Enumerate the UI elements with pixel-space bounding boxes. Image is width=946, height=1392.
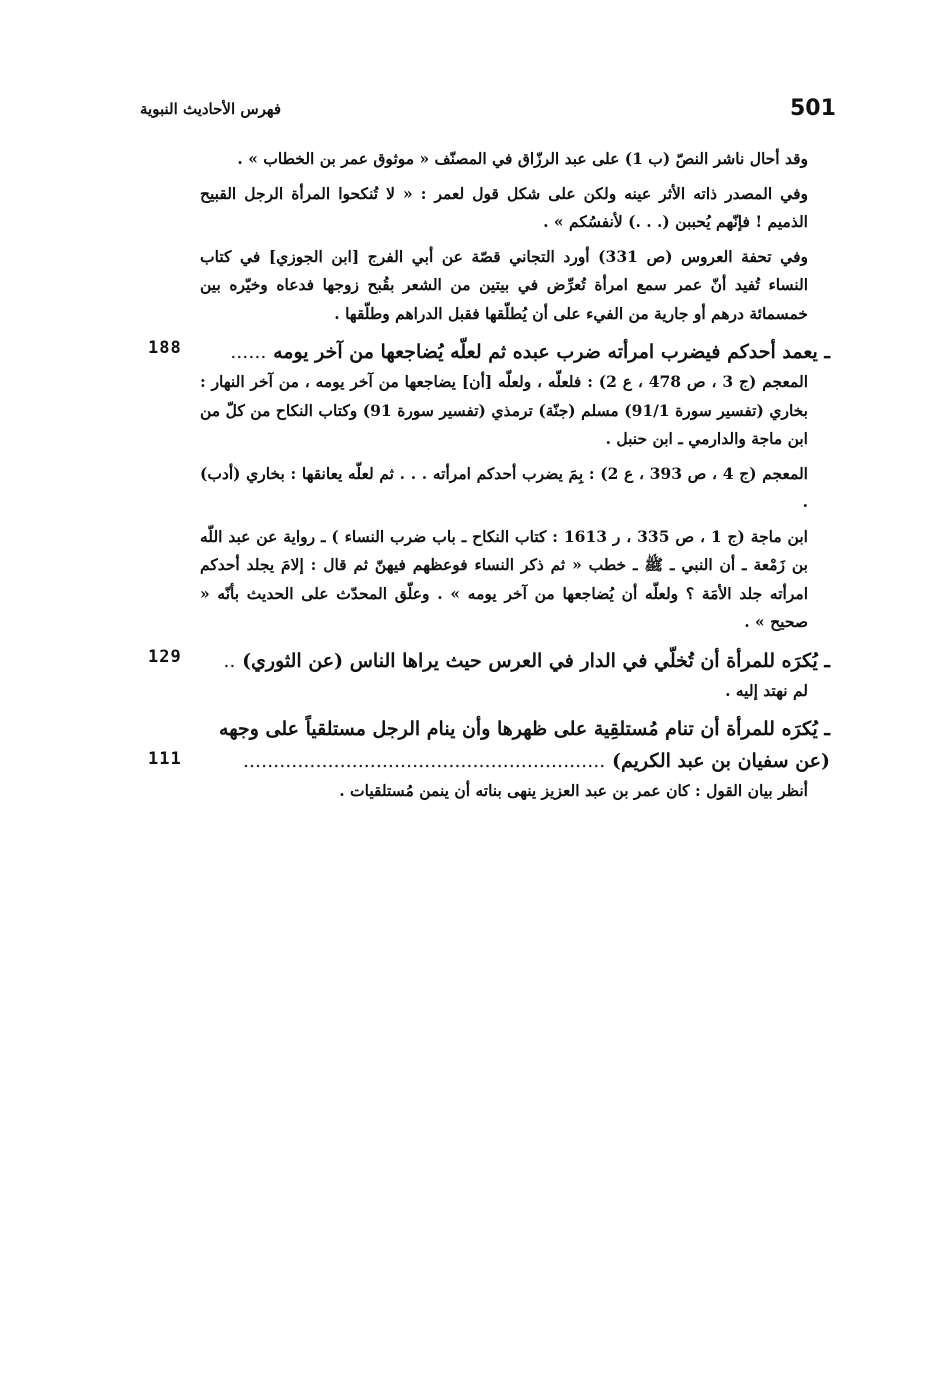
reference-number: 111: [148, 749, 182, 769]
hadith-text: [140, 336, 830, 368]
note-paragraph: المعجم (ج 3 ، ص 478 ، ع 2) : فلعلّه ، ولعلّه [أن] يضاجعها من آخر يومه ، من آخر النهار : بخاري (تفسير سورة 91/1) مسلم (جنّة) ترمذي (تفسير سورة 91) وكتاب النكاح من كلّ من ابن ماجة والدارمي ـ ابن حنبل .: [200, 372, 808, 448]
note-paragraph: المعجم (ج 4 ، ص 393 ، ع 2) : بِمَ يضرب أحدكم امرأته . . . ثم لعلّه يعانقها : بخاري (أدب) .: [200, 463, 808, 511]
leader-dots: ......: [230, 341, 267, 363]
note-paragraph: ابن ماجة (ج 1 ، ص 335 ، ر 1613 : كتاب النكاح ـ باب ضرب النساء ) ـ رواية عن عبد اللّه بن زَمْعة ـ أن النبي ـ ﷺ ـ خطب « ثم ذكر النساء فوعظهم فيهنّ ثم قال : إلامَ يجلد أحدكم امرأته جلد الأمَة ؟ ولعلّه أن يُضاجعها من آخر يومه » . وعلّق المحدّث على الحديث بأنّه « صحيح » .: [200, 526, 809, 631]
note-paragraph: وفي المصدر ذاته الأثر عينه ولكن على شكل قول لعمر : « لا تُنكحوا المرأة الرجل القبيح الذميم ! فإنّهم يُحببن (. . .) لأنفسُكم » .: [200, 183, 808, 231]
reference-number: 129: [148, 646, 182, 667]
note-paragraph: لم نهتد إليه .: [725, 680, 808, 700]
leader-dots: ..: [223, 649, 236, 672]
note-paragraph: أنظر بيان القول : كان عمر بن عبد العزيز ينهى بناته أن ينمن مُستلقيات .: [339, 781, 808, 800]
reference-number: 188: [148, 338, 182, 358]
page-header: [140, 96, 836, 130]
hadith-entry: [140, 645, 830, 706]
hadith-text: [140, 713, 830, 777]
leader-dots: ............................................................: [242, 750, 606, 772]
hadith-line: ـ يُكرَه للمرأة أن تنام مُستلقِية على ظهرها وأن ينام الرجل مستلقياً على وجهه (عن سفيان بن عبد الكريم): [219, 718, 830, 772]
running-title: فهرس الأحاديث النبوية: [140, 100, 282, 118]
hadith-entry: [140, 336, 830, 637]
note-paragraph: وقد أحال ناشر النصّ (ب 1) على عبد الرزّاق في المصنّف « موثوق عمر بن الخطاب » .: [237, 149, 808, 168]
hadith-text: [140, 645, 830, 677]
page-body: [140, 145, 830, 806]
hadith-line: ـ يُكرَه للمرأة أن تُخلّي في الدار في العرس حيث يراها الناس (عن الثوري): [242, 649, 830, 672]
hadith-line: ـ يعمد أحدكم فيضرب امرأته ضرب عبده ثم لعلّه يُضاجعها من آخر يومه: [273, 341, 830, 363]
note-paragraph: وفي تحفة العروس (ص 331) أورد التجاني قصّة عن أبي الفرج [ابن الجوزي] في كتاب النساء تُفيد أنّ عمر سمع امرأة تُعرِّض في بيتين من الشعر بقُبح زوجها فدعاه وخيّره بين خمسمائة درهم أو جارية من الفيء على أن يُطلّقها فقبل الدراهم وطلّقها .: [200, 246, 808, 323]
page-number: 501: [790, 96, 836, 121]
hadith-entry: [140, 713, 830, 806]
